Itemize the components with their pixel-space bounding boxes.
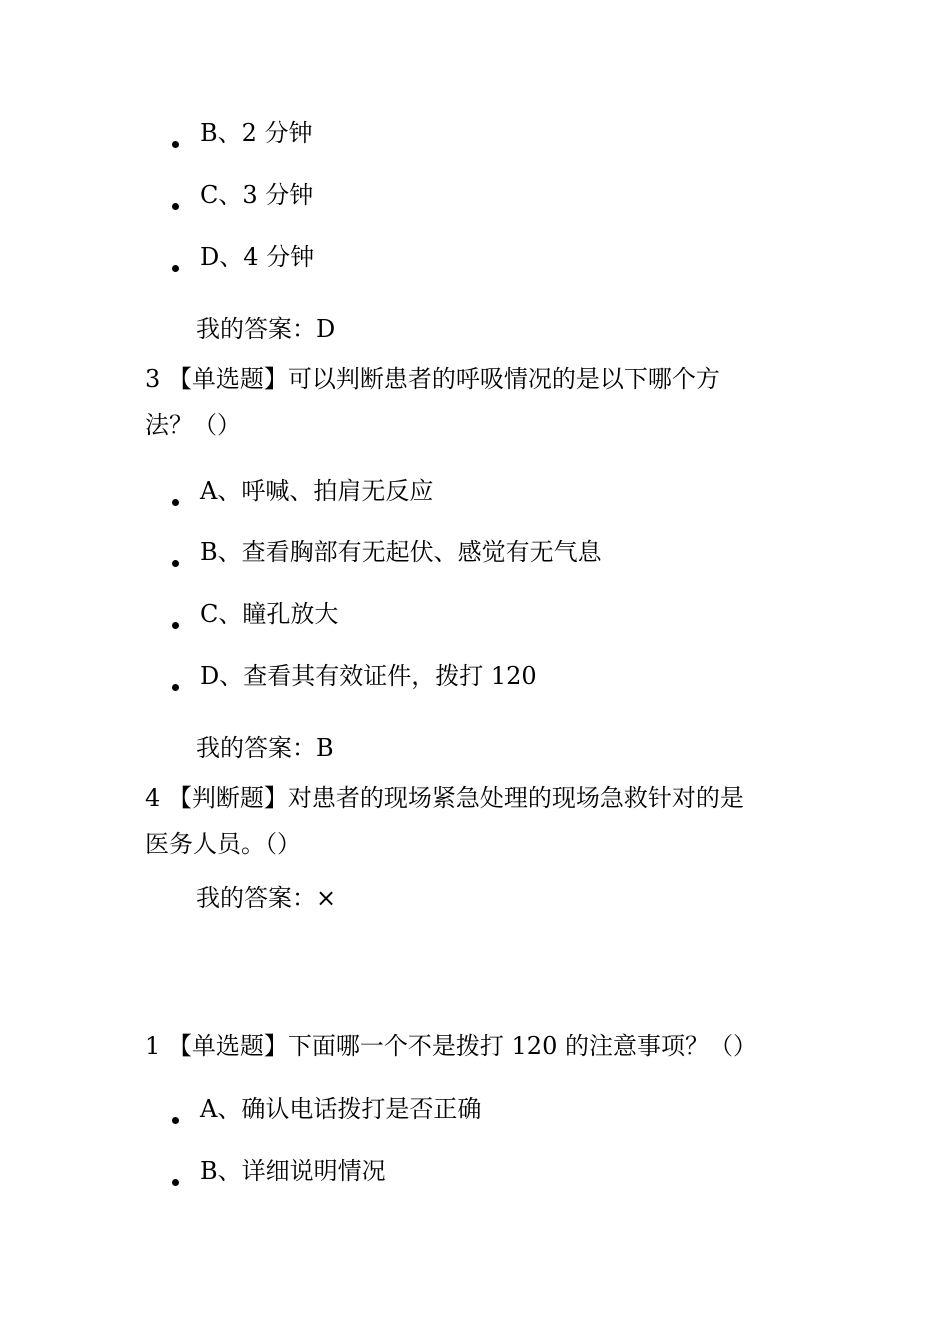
- option-text: B、2 分钟: [200, 119, 313, 147]
- bullet-icon: [172, 622, 179, 629]
- question-3: [145, 356, 805, 448]
- bullet-icon: [172, 1117, 179, 1124]
- option-text: B、详细说明情况: [200, 1157, 386, 1185]
- bullet-icon: [172, 265, 179, 272]
- option-text: D、查看其有效证件，拨打 120: [200, 662, 537, 690]
- option-text: C、瞳孔放大: [200, 600, 339, 628]
- question-1: [145, 1023, 805, 1069]
- bullet-icon: [172, 560, 179, 567]
- bullet-icon: [172, 141, 179, 148]
- my-answer: 我的答案：D: [196, 315, 336, 343]
- bullet-icon: [172, 684, 179, 691]
- question-line: 4 【判断题】对患者的现场紧急处理的现场急救针对的是: [145, 784, 744, 812]
- my-answer: 我的答案：B: [196, 734, 334, 762]
- option-text: C、3 分钟: [200, 181, 314, 209]
- bullet-icon: [172, 1179, 179, 1186]
- bullet-icon: [172, 499, 179, 506]
- my-answer: 我的答案：×: [196, 884, 337, 912]
- option-text: A、确认电话拨打是否正确: [200, 1095, 482, 1123]
- question-4: [145, 775, 805, 867]
- option-text: D、4 分钟: [200, 243, 315, 271]
- option-text: A、呼喊、拍肩无反应: [200, 477, 434, 505]
- question-line: 1 【单选题】下面哪一个不是拨打 120 的注意事项？（）: [145, 1032, 757, 1060]
- bullet-icon: [172, 203, 179, 210]
- question-line: 法？（）: [145, 411, 241, 439]
- question-line: 3 【单选题】可以判断患者的呼吸情况的是以下哪个方: [145, 365, 720, 393]
- option-text: B、查看胸部有无起伏、感觉有无气息: [200, 538, 602, 566]
- question-line: 医务人员。（）: [145, 830, 301, 858]
